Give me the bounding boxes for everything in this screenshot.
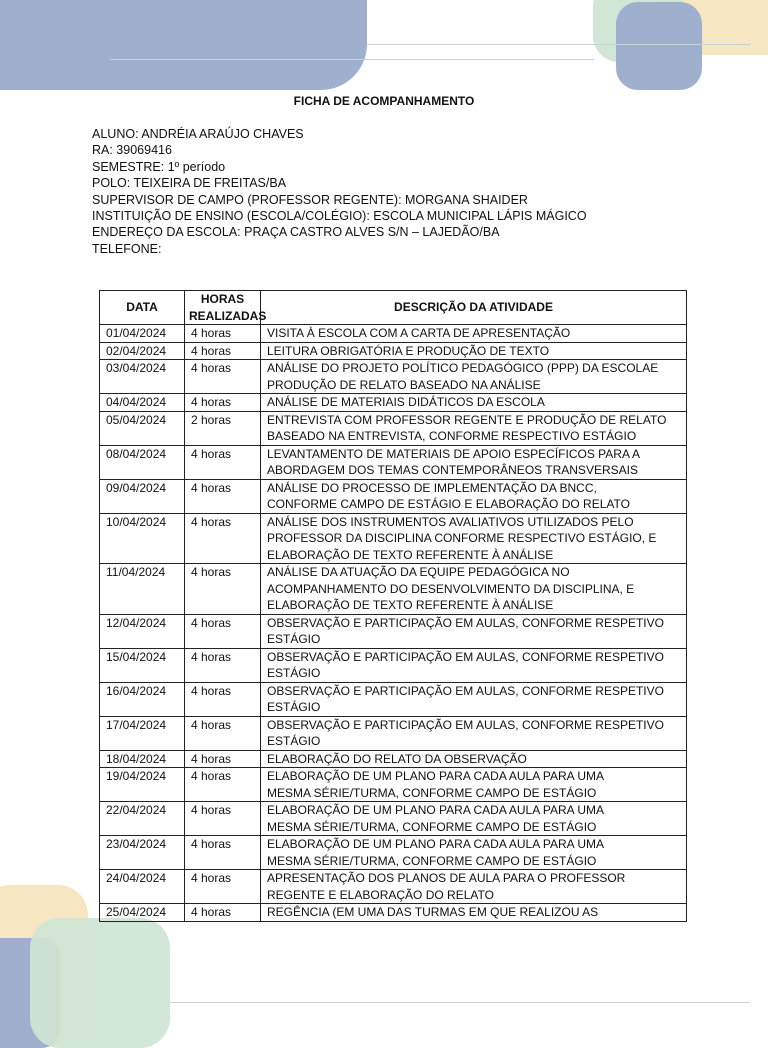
cell-hours: 4 horas	[185, 564, 261, 615]
cell-description	[261, 342, 687, 360]
cell-description	[261, 682, 687, 716]
cell-description	[261, 716, 687, 750]
decor-blue-block-top-right	[616, 2, 702, 90]
student-info	[92, 126, 587, 257]
info-phone: TELEFONE:	[92, 241, 162, 256]
table-row	[100, 768, 687, 802]
activity-table	[99, 290, 687, 922]
document-title: FICHA DE ACOMPANHAMENTO	[293, 94, 475, 108]
table-row	[100, 802, 687, 836]
header-description: DESCRIÇÃO DA ATIVIDADE	[261, 291, 687, 325]
decor-green-block-bottom-left	[30, 918, 170, 1048]
cell-hours: 2 horas	[185, 411, 261, 445]
cell-description	[261, 479, 687, 513]
cell-date: 05/04/2024	[100, 411, 185, 445]
table-row	[100, 342, 687, 360]
table-row	[100, 411, 687, 445]
cell-hours: 4 horas	[185, 614, 261, 648]
cell-date: 03/04/2024	[100, 360, 185, 394]
cell-description	[261, 564, 687, 615]
cell-description	[261, 904, 687, 922]
cell-date: 25/04/2024	[100, 904, 185, 922]
header-date: DATA	[100, 291, 185, 325]
description-line: ELABORAÇÃO DE UM PLANO PARA CADA AULA PARA UMA	[267, 769, 604, 783]
cell-hours: 4 horas	[185, 648, 261, 682]
description-line: REGÊNCIA (EM UMA DAS TURMAS EM QUE REALIZOU AS	[267, 905, 599, 919]
cell-description	[261, 513, 687, 564]
cell-hours: 4 horas	[185, 479, 261, 513]
table-row	[100, 360, 687, 394]
description-line: ESTÁGIO	[267, 700, 321, 714]
description-line: LEITURA OBRIGATÓRIA E PRODUÇÃO DE TEXTO	[267, 343, 550, 358]
cell-hours: 4 horas	[185, 394, 261, 412]
cell-date: 23/04/2024	[100, 836, 185, 870]
description-line: LEVANTAMENTO DE MATERIAIS DE APOIO ESPECÍFICOS PARA A	[267, 446, 640, 461]
description-line: OBSERVAÇÃO E PARTICIPAÇÃO EM AULAS, CONFORME RESPETIVO	[267, 649, 664, 664]
table-header-row	[100, 291, 687, 325]
cell-date: 04/04/2024	[100, 394, 185, 412]
header-hours-line2: REALIZADAS	[189, 308, 267, 323]
cell-hours: 4 horas	[185, 750, 261, 768]
table-row	[100, 445, 687, 479]
description-line: ESTÁGIO	[267, 734, 321, 748]
description-line: ELABORAÇÃO DE TEXTO REFERENTE À ANÁLISE	[267, 598, 554, 612]
table-body	[100, 325, 687, 922]
table-row	[100, 870, 687, 904]
cell-hours: 4 horas	[185, 682, 261, 716]
description-line: PRODUÇÃO DE RELATO BASEADO NA ANÁLISE	[267, 377, 541, 392]
table-row	[100, 648, 687, 682]
cell-description	[261, 614, 687, 648]
description-line: ELABORAÇÃO DE UM PLANO PARA CADA AULA PARA UMA	[267, 837, 604, 851]
table-row	[100, 479, 687, 513]
cell-date: 11/04/2024	[100, 564, 185, 615]
cell-description	[261, 750, 687, 768]
description-line: ELABORAÇÃO DO RELATO DA OBSERVAÇÃO	[267, 751, 527, 766]
description-line: OBSERVAÇÃO E PARTICIPAÇÃO EM AULAS, CONFORME RESPETIVO	[267, 717, 664, 732]
info-polo: POLO: TEIXEIRA DE FREITAS/BA	[92, 176, 287, 191]
description-line: MESMA SÉRIE/TURMA, CONFORME CAMPO DE ESTÁGIO	[267, 785, 597, 800]
table-row	[100, 682, 687, 716]
cell-date: 12/04/2024	[100, 614, 185, 648]
cell-date: 15/04/2024	[100, 648, 185, 682]
cell-hours: 4 horas	[185, 836, 261, 870]
description-line: ANÁLISE DA ATUAÇÃO DA EQUIPE PEDAGÓGICA NO	[267, 565, 570, 579]
decor-line-bottom	[170, 1002, 750, 1003]
description-line: APRESENTAÇÃO DOS PLANOS DE AULA PARA O PROFESSOR	[267, 871, 626, 885]
table-row	[100, 614, 687, 648]
table-row	[100, 750, 687, 768]
cell-hours: 4 horas	[185, 716, 261, 750]
cell-date: 24/04/2024	[100, 870, 185, 904]
cell-description	[261, 411, 687, 445]
header-hours-line1: HORAS	[200, 292, 245, 306]
description-line: MESMA SÉRIE/TURMA, CONFORME CAMPO DE ESTÁGIO	[267, 819, 597, 834]
description-line: MESMA SÉRIE/TURMA, CONFORME CAMPO DE ESTÁGIO	[267, 853, 597, 868]
table-row	[100, 325, 687, 343]
description-line: ELABORAÇÃO DE UM PLANO PARA CADA AULA PARA UMA	[267, 803, 604, 817]
cell-date: 18/04/2024	[100, 750, 185, 768]
cell-date: 09/04/2024	[100, 479, 185, 513]
cell-description	[261, 325, 687, 343]
table-row	[100, 716, 687, 750]
cell-hours: 4 horas	[185, 870, 261, 904]
description-line: VISITA À ESCOLA COM A CARTA DE APRESENTAÇÃO	[267, 326, 571, 340]
info-supervisor: SUPERVISOR DE CAMPO (PROFESSOR REGENTE): MORGANA SHAIDER	[92, 192, 528, 207]
cell-hours: 4 horas	[185, 325, 261, 343]
description-line: ESTÁGIO	[267, 632, 321, 646]
description-line: OBSERVAÇÃO E PARTICIPAÇÃO EM AULAS, CONFORME RESPETIVO	[267, 683, 664, 698]
description-line: CONFORME CAMPO DE ESTÁGIO E ELABORAÇÃO DO RELATO	[267, 497, 630, 511]
description-line: ESTÁGIO	[267, 666, 321, 680]
cell-hours: 4 horas	[185, 445, 261, 479]
cell-date: 17/04/2024	[100, 716, 185, 750]
cell-description	[261, 768, 687, 802]
info-ra: RA: 39069416	[92, 143, 172, 158]
table-row	[100, 513, 687, 564]
cell-date: 16/04/2024	[100, 682, 185, 716]
cell-description	[261, 870, 687, 904]
description-line: ANÁLISE DE MATERIAIS DIDÁTICOS DA ESCOLA	[267, 395, 545, 409]
table-row	[100, 836, 687, 870]
cell-date: 10/04/2024	[100, 513, 185, 564]
decor-line-top-inner	[110, 59, 594, 60]
description-line: ANÁLISE DO PROJETO POLÍTICO PEDAGÓGICO (PPP) DA ESCOLAE	[267, 361, 659, 375]
cell-date: 02/04/2024	[100, 342, 185, 360]
cell-description	[261, 360, 687, 394]
info-institution: INSTITUIÇÃO DE ENSINO (ESCOLA/COLÉGIO): ESCOLA MUNICIPAL LÁPIS MÁGICO	[92, 209, 587, 224]
header-hours	[185, 291, 267, 325]
description-line: REGENTE E ELABORAÇÃO DO RELATO	[267, 887, 494, 902]
cell-description	[261, 445, 687, 479]
cell-date: 01/04/2024	[100, 325, 185, 343]
info-semester: SEMESTRE: 1º período	[92, 159, 226, 174]
description-line: BASEADO NA ENTREVISTA, CONFORME RESPECTIVO ESTÁGIO	[267, 429, 637, 443]
info-student: ALUNO: ANDRÉIA ARAÚJO CHAVES	[92, 127, 304, 141]
table-row	[100, 564, 687, 615]
cell-hours: 4 horas	[185, 360, 261, 394]
cell-description	[261, 394, 687, 412]
description-line: ABORDAGEM DOS TEMAS CONTEMPORÂNEOS TRANSVERSAIS	[267, 463, 638, 477]
description-line: ANÁLISE DO PROCESSO DE IMPLEMENTAÇÃO DA BNCC,	[267, 480, 597, 495]
cell-hours: 4 horas	[185, 802, 261, 836]
description-line: ACOMPANHAMENTO DO DESENVOLVIMENTO DA DISCIPLINA, E	[267, 581, 635, 596]
cell-description	[261, 648, 687, 682]
cell-date: 08/04/2024	[100, 445, 185, 479]
cell-hours: 4 horas	[185, 342, 261, 360]
decor-blue-block-top-left	[0, 0, 367, 90]
description-line: PROFESSOR DA DISCIPLINA CONFORME RESPECTIVO ESTÁGIO, E	[267, 531, 657, 545]
cell-date: 19/04/2024	[100, 768, 185, 802]
info-address: ENDEREÇO DA ESCOLA: PRAÇA CASTRO ALVES S/N – LAJEDÃO/BA	[92, 225, 500, 240]
table-row	[100, 904, 687, 922]
description-line: OBSERVAÇÃO E PARTICIPAÇÃO EM AULAS, CONFORME RESPETIVO	[267, 615, 664, 630]
cell-hours: 4 horas	[185, 513, 261, 564]
description-line: ANÁLISE DOS INSTRUMENTOS AVALIATIVOS UTILIZADOS PELO	[267, 514, 634, 529]
cell-hours: 4 horas	[185, 768, 261, 802]
table-row	[100, 394, 687, 412]
cell-description	[261, 802, 687, 836]
cell-hours: 4 horas	[185, 904, 261, 922]
description-line: ENTREVISTA COM PROFESSOR REGENTE E PRODUÇÃO DE RELATO	[267, 412, 667, 427]
cell-date: 22/04/2024	[100, 802, 185, 836]
description-line: ELABORAÇÃO DE TEXTO REFERENTE À ANÁLISE	[267, 547, 554, 562]
cell-description	[261, 836, 687, 870]
